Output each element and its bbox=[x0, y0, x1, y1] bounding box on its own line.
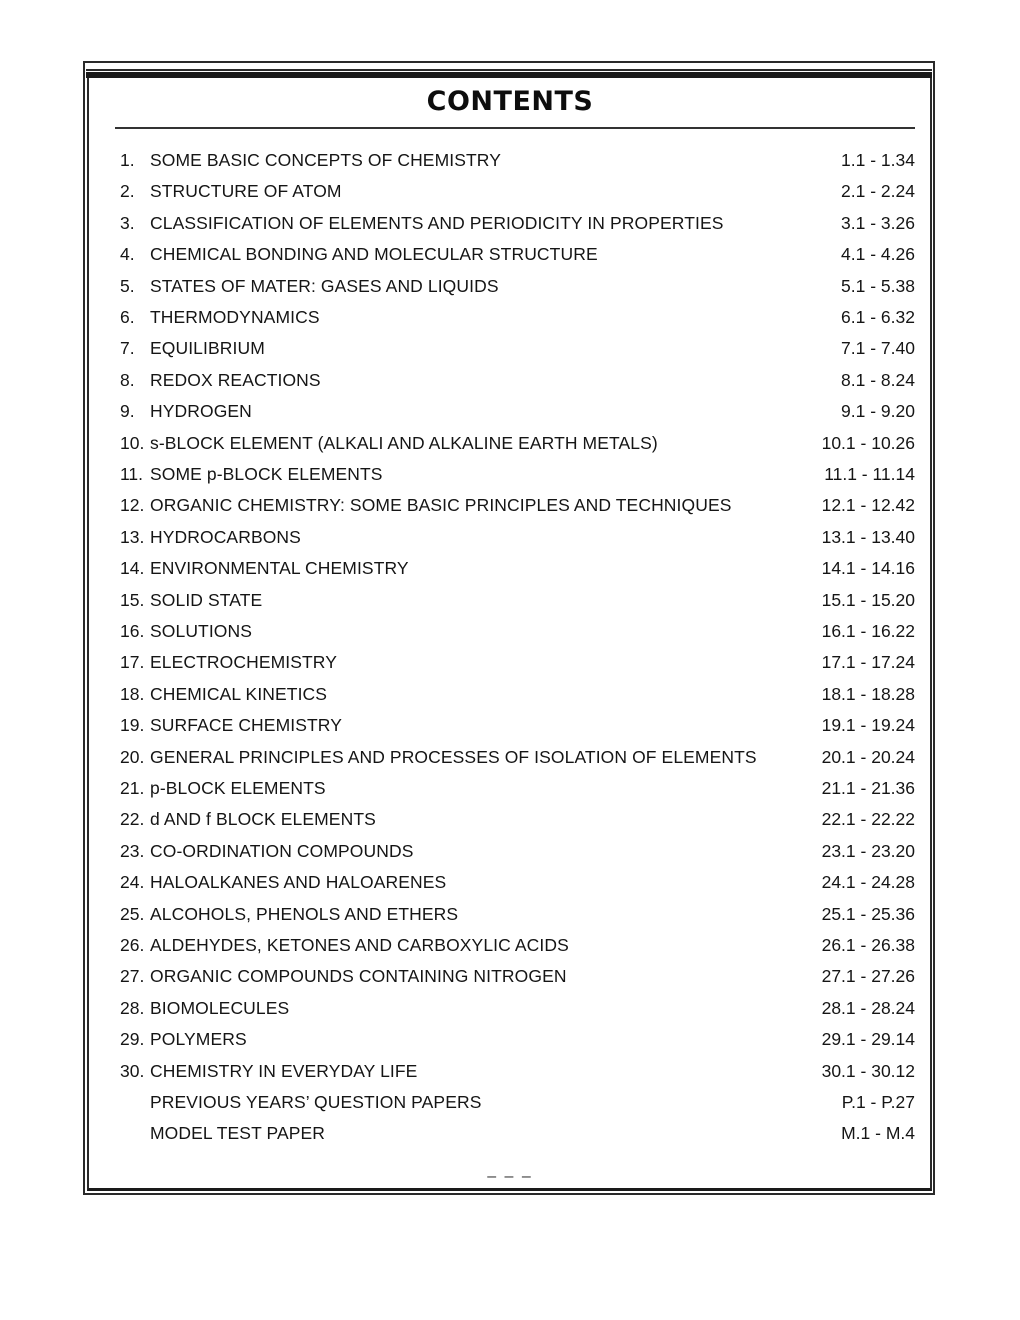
chapter-page-range: 21.1 - 21.36 bbox=[821, 778, 915, 798]
chapter-title: EQUILIBRIUM bbox=[150, 338, 265, 359]
toc-entry bbox=[0, 459, 1020, 490]
chapter-page-range: P.1 - P.27 bbox=[841, 1092, 915, 1112]
chapter-title: CHEMISTRY IN EVERYDAY LIFE bbox=[150, 1060, 418, 1081]
toc-entry bbox=[0, 1118, 1020, 1149]
chapter-page-range: 29.1 - 29.14 bbox=[821, 1029, 915, 1050]
toc-entry bbox=[0, 1087, 1020, 1118]
chapter-title: ORGANIC CHEMISTRY: SOME BASIC PRINCIPLES AND TECHNIQUES bbox=[150, 495, 732, 516]
chapter-title: HALOALKANES AND HALOARENES bbox=[150, 872, 447, 893]
toc-entry bbox=[0, 271, 1020, 302]
chapter-title: MODEL TEST PAPER bbox=[150, 1123, 326, 1144]
toc-entry bbox=[0, 930, 1020, 961]
chapter-page-range: 6.1 - 6.32 bbox=[841, 307, 915, 327]
chapter-title: SOME p-BLOCK ELEMENTS bbox=[150, 464, 383, 484]
chapter-number: 29. bbox=[120, 1029, 145, 1050]
chapter-title: STATES OF MATER: GASES AND LIQUIDS bbox=[150, 275, 499, 296]
chapter-number: 25. bbox=[120, 903, 145, 924]
toc-entry bbox=[0, 710, 1020, 741]
chapter-page-range: 26.1 - 26.38 bbox=[821, 935, 915, 955]
chapter-page-range: 16.1 - 16.22 bbox=[821, 621, 915, 641]
toc-entry bbox=[0, 616, 1020, 647]
chapter-number: 1. bbox=[120, 150, 135, 170]
chapter-title: SOLID STATE bbox=[150, 589, 263, 610]
chapter-title: SOLUTIONS bbox=[150, 621, 253, 641]
chapter-number: 12. bbox=[120, 495, 145, 516]
title-underline-divider bbox=[115, 127, 915, 129]
chapter-page-range: 27.1 - 27.26 bbox=[821, 966, 915, 987]
toc-entry bbox=[0, 585, 1020, 616]
chapter-number: 13. bbox=[120, 526, 145, 547]
chapter-page-range: 15.1 - 15.20 bbox=[821, 589, 915, 610]
chapter-number: 14. bbox=[120, 558, 145, 579]
toc-entry bbox=[0, 1024, 1020, 1055]
chapter-title: THERMODYNAMICS bbox=[150, 307, 320, 327]
toc-entry bbox=[0, 961, 1020, 992]
page-title: CONTENTS bbox=[426, 86, 594, 117]
chapter-page-range: 12.1 - 12.42 bbox=[821, 495, 915, 516]
chapter-number: 4. bbox=[120, 244, 135, 265]
chapter-title: CHEMICAL BONDING AND MOLECULAR STRUCTURE bbox=[150, 244, 598, 265]
chapter-title: ENVIRONMENTAL CHEMISTRY bbox=[150, 558, 409, 579]
chapter-page-range: 24.1 - 24.28 bbox=[821, 872, 915, 893]
chapter-number: 5. bbox=[120, 275, 135, 296]
toc-entry bbox=[0, 679, 1020, 710]
chapter-title: CHEMICAL KINETICS bbox=[150, 683, 328, 704]
chapter-number: 26. bbox=[120, 935, 145, 955]
chapter-title: POLYMERS bbox=[150, 1029, 247, 1050]
chapter-number: 17. bbox=[120, 652, 145, 673]
chapter-number: 8. bbox=[120, 369, 135, 390]
chapter-number: 30. bbox=[120, 1060, 145, 1081]
chapter-page-range: 8.1 - 8.24 bbox=[841, 369, 915, 390]
toc-entry bbox=[0, 365, 1020, 396]
chapter-title: REDOX REACTIONS bbox=[150, 369, 321, 390]
chapter-page-range: 11.1 - 11.14 bbox=[824, 464, 915, 484]
chapter-title: s-BLOCK ELEMENT (ALKALI AND ALKALINE EARTH METALS) bbox=[150, 432, 658, 453]
toc-entry bbox=[0, 145, 1020, 176]
chapter-page-range: 10.1 - 10.26 bbox=[821, 432, 915, 453]
toc-entry bbox=[0, 176, 1020, 207]
toc-entry bbox=[0, 522, 1020, 553]
toc-entry bbox=[0, 993, 1020, 1024]
chapter-title: ORGANIC COMPOUNDS CONTAINING NITROGEN bbox=[150, 966, 567, 987]
chapter-page-range: 28.1 - 28.24 bbox=[821, 997, 915, 1018]
chapter-number: 9. bbox=[120, 401, 135, 422]
toc-entry bbox=[0, 239, 1020, 270]
toc-entry bbox=[0, 804, 1020, 835]
chapter-title: d AND f BLOCK ELEMENTS bbox=[150, 809, 376, 830]
chapter-page-range: 5.1 - 5.38 bbox=[841, 275, 915, 296]
toc-entry bbox=[0, 836, 1020, 867]
chapter-number: 15. bbox=[120, 589, 145, 610]
chapter-number: 19. bbox=[120, 715, 145, 736]
toc-entry bbox=[0, 302, 1020, 333]
chapter-number: 20. bbox=[120, 746, 145, 767]
chapter-page-range: 22.1 - 22.22 bbox=[821, 809, 915, 830]
chapter-page-range: 2.1 - 2.24 bbox=[841, 181, 915, 202]
chapter-page-range: 7.1 - 7.40 bbox=[841, 338, 915, 359]
chapter-number: 3. bbox=[120, 212, 135, 233]
chapter-number: 16. bbox=[120, 621, 145, 641]
chapter-title: CO-ORDINATION COMPOUNDS bbox=[150, 840, 414, 861]
chapter-number: 27. bbox=[120, 966, 145, 987]
chapter-number: 23. bbox=[120, 840, 145, 861]
chapter-title: ALDEHYDES, KETONES AND CARBOXYLIC ACIDS bbox=[150, 935, 569, 955]
chapter-number: 28. bbox=[120, 997, 145, 1018]
chapter-title: BIOMOLECULES bbox=[150, 997, 290, 1018]
toc-entry bbox=[0, 742, 1020, 773]
chapter-number: 6. bbox=[120, 307, 135, 327]
chapter-page-range: 13.1 - 13.40 bbox=[821, 526, 915, 547]
chapter-page-range: 19.1 - 19.24 bbox=[821, 715, 915, 736]
toc-entry bbox=[0, 333, 1020, 364]
toc-entry bbox=[0, 1056, 1020, 1087]
chapter-page-range: 14.1 - 14.16 bbox=[821, 558, 915, 579]
chapter-page-range: M.1 - M.4 bbox=[841, 1123, 915, 1144]
toc-entry bbox=[0, 553, 1020, 584]
chapter-title: SOME BASIC CONCEPTS OF CHEMISTRY bbox=[150, 150, 501, 170]
toc-entry bbox=[0, 428, 1020, 459]
chapter-title: HYDROGEN bbox=[150, 401, 252, 422]
chapter-title: PREVIOUS YEARS’ QUESTION PAPERS bbox=[150, 1092, 482, 1112]
chapter-page-range: 18.1 - 18.28 bbox=[821, 683, 915, 704]
toc-entry bbox=[0, 899, 1020, 930]
toc-entry bbox=[0, 867, 1020, 898]
chapter-title: ALCOHOLS, PHENOLS AND ETHERS bbox=[150, 903, 459, 924]
chapter-number: 7. bbox=[120, 338, 135, 359]
toc-entry bbox=[0, 396, 1020, 427]
chapter-title: HYDROCARBONS bbox=[150, 526, 301, 547]
chapter-title: p-BLOCK ELEMENTS bbox=[150, 778, 326, 798]
chapter-number: 21. bbox=[120, 778, 145, 798]
chapter-title: SURFACE CHEMISTRY bbox=[150, 715, 342, 736]
end-of-contents-mark: – – – bbox=[487, 1168, 533, 1185]
chapter-page-range: 4.1 - 4.26 bbox=[841, 244, 915, 265]
chapter-page-range: 23.1 - 23.20 bbox=[821, 840, 915, 861]
chapter-title: ELECTROCHEMISTRY bbox=[150, 652, 337, 673]
chapter-title: CLASSIFICATION OF ELEMENTS AND PERIODICITY IN PROPERTIES bbox=[150, 212, 724, 233]
chapter-number: 11. bbox=[120, 464, 144, 484]
chapter-page-range: 25.1 - 25.36 bbox=[821, 903, 915, 924]
chapter-number: 22. bbox=[120, 809, 145, 830]
chapter-title: STRUCTURE OF ATOM bbox=[150, 181, 342, 202]
chapter-title: GENERAL PRINCIPLES AND PROCESSES OF ISOLATION OF ELEMENTS bbox=[150, 746, 757, 767]
chapter-number: 2. bbox=[120, 181, 135, 202]
chapter-page-range: 1.1 - 1.34 bbox=[841, 150, 915, 170]
chapter-number: 10. bbox=[120, 432, 145, 453]
chapter-page-range: 9.1 - 9.20 bbox=[841, 401, 915, 422]
chapter-page-range: 17.1 - 17.24 bbox=[821, 652, 915, 673]
toc-entry bbox=[0, 208, 1020, 239]
chapter-number: 18. bbox=[120, 683, 145, 704]
page-border-top-strip bbox=[86, 64, 932, 71]
toc-entry bbox=[0, 773, 1020, 804]
chapter-page-range: 30.1 - 30.12 bbox=[821, 1060, 915, 1081]
chapter-page-range: 20.1 - 20.24 bbox=[821, 746, 915, 767]
chapter-page-range: 3.1 - 3.26 bbox=[841, 212, 915, 233]
toc-entry bbox=[0, 490, 1020, 521]
toc-entry bbox=[0, 647, 1020, 678]
chapter-number: 24. bbox=[120, 872, 145, 893]
